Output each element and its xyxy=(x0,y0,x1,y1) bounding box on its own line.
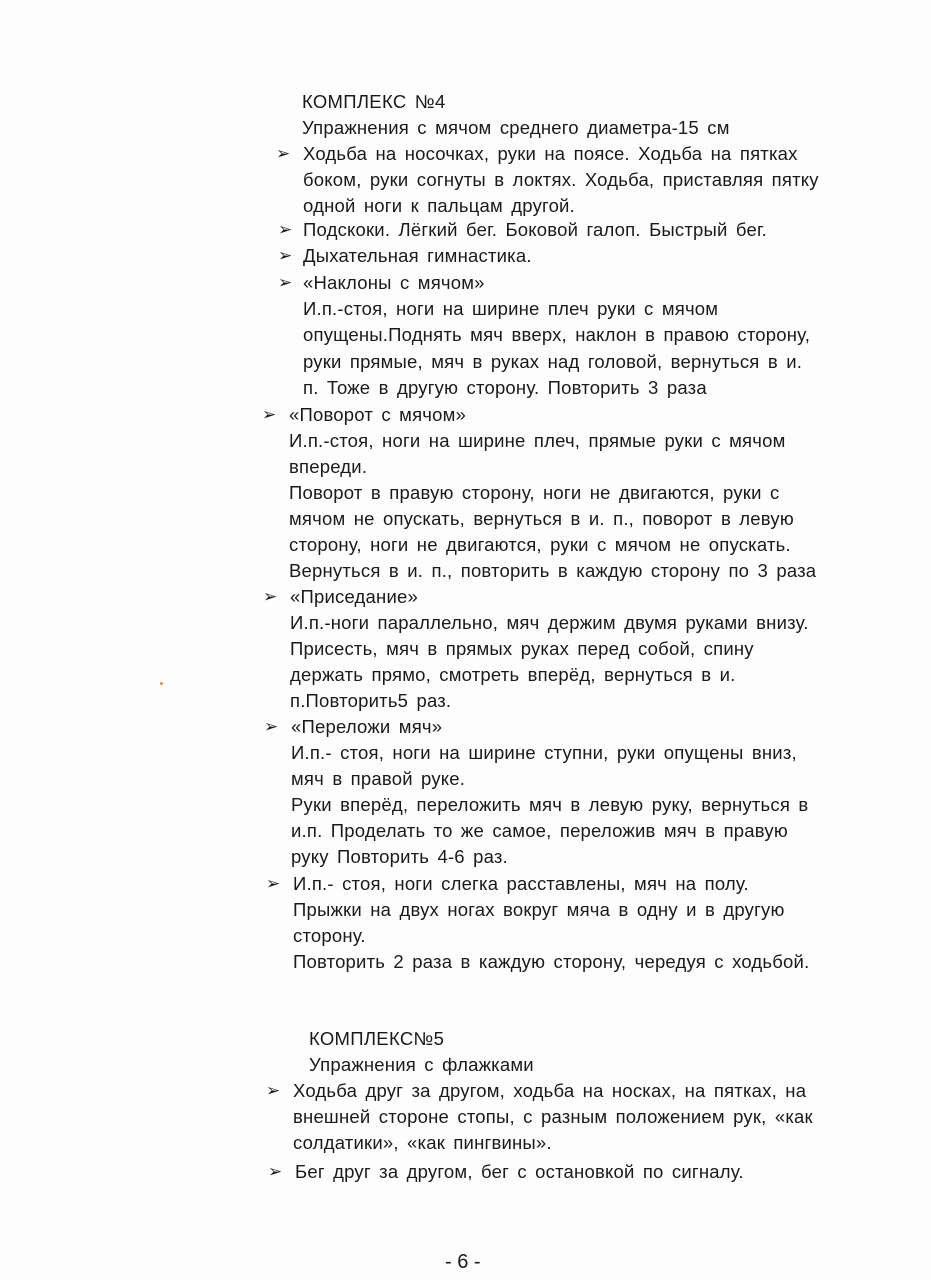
list-item-line: И.п.- стоя, ноги на ширине ступни, руки опущены вниз, xyxy=(291,742,797,763)
list-item-line: п. Тоже в другую сторону. Повторить 3 раза xyxy=(303,377,707,398)
list-item-line: Подскоки. Лёгкий бег. Боковой галоп. Быстрый бег. xyxy=(303,219,767,240)
bullet-arrow-icon: ➢ xyxy=(278,246,293,265)
list-item-line: «Наклоны с мячом» xyxy=(303,272,485,293)
list-item-line: Ходьба на носочках, руки на поясе. Ходьба на пятках xyxy=(303,143,798,164)
bullet-arrow-icon: ➢ xyxy=(276,144,291,163)
list-item-line: Руки вперёд, переложить мяч в левую руку, вернуться в xyxy=(291,794,809,815)
complex4-subtitle: Упражнения с мячом среднего диаметра-15 см xyxy=(302,117,730,138)
page-number: - 6 - xyxy=(445,1251,481,1273)
bullet-arrow-icon: ➢ xyxy=(268,1162,283,1181)
bullet-arrow-icon: ➢ xyxy=(278,273,293,292)
list-item-line: Бег друг за другом, бег с остановкой по сигналу. xyxy=(295,1161,744,1182)
list-item-line: мячом не опускать, вернуться в и. п., поворот в левую xyxy=(289,508,794,529)
bullet-arrow-icon: ➢ xyxy=(264,717,279,736)
list-item-line: внешней стороне стопы, с разным положением рук, «как xyxy=(293,1106,813,1127)
list-item-line: боком, руки согнуты в локтях. Ходьба, приставляя пятку xyxy=(303,169,819,190)
list-item-line: И.п.-стоя, ноги на ширине плеч руки с мячом xyxy=(303,298,719,319)
complex5-subtitle: Упражнения с флажками xyxy=(309,1054,534,1075)
complex4-title: КОМПЛЕКС №4 xyxy=(302,91,446,112)
list-item-line: руки прямые, мяч в руках над головой, вернуться в и. xyxy=(303,351,803,372)
list-item-line: и.п. Проделать то же самое, переложив мяч в правую xyxy=(291,820,788,841)
list-item-line: «Переложи мяч» xyxy=(291,716,443,737)
list-item-line: одной ноги к пальцам другой. xyxy=(303,195,575,216)
list-item-line: сторону. xyxy=(293,925,366,946)
list-item-line: держать прямо, смотреть вперёд, вернуться в и. xyxy=(290,664,736,685)
list-item-line: Вернуться в и. п., повторить в каждую сторону по 3 раза xyxy=(289,560,817,581)
list-item-line: И.п.-стоя, ноги на ширине плеч, прямые руки с мячом xyxy=(289,430,786,451)
bullet-arrow-icon: ➢ xyxy=(278,220,293,239)
list-item-line: Ходьба друг за другом, ходьба на носках, на пятках, на xyxy=(293,1080,807,1101)
list-item-line: «Поворот с мячом» xyxy=(289,404,467,425)
list-item-line: Поворот в правую сторону, ноги не двигаются, руки с xyxy=(289,482,780,503)
list-item-line: «Приседание» xyxy=(290,586,418,607)
list-item-line: п.Повторить5 раз. xyxy=(290,690,452,711)
scan-speck xyxy=(160,682,163,685)
list-item-line: И.п.- стоя, ноги слегка расставлены, мяч на полу. xyxy=(293,873,749,894)
list-item-line: Присесть, мяч в прямых руках перед собой, спину xyxy=(290,638,754,659)
list-item-line: руку Повторить 4-6 раз. xyxy=(291,846,508,867)
list-item-line: Повторить 2 раза в каждую сторону, чередуя с ходьбой. xyxy=(293,951,810,972)
complex5-title: КОМПЛЕКС№5 xyxy=(309,1028,445,1049)
list-item-line: мяч в правой руке. xyxy=(291,768,466,789)
list-item-line: сторону, ноги не двигаются, руки с мячом не опускать. xyxy=(289,534,791,555)
list-item-line: Дыхательная гимнастика. xyxy=(303,245,532,266)
bullet-arrow-icon: ➢ xyxy=(266,874,281,893)
bullet-arrow-icon: ➢ xyxy=(263,587,278,606)
list-item-line: опущены.Поднять мяч вверх, наклон в правою сторону, xyxy=(303,324,811,345)
bullet-arrow-icon: ➢ xyxy=(266,1081,281,1100)
list-item-line: И.п.-ноги параллельно, мяч держим двумя руками внизу. xyxy=(290,612,809,633)
bullet-arrow-icon: ➢ xyxy=(262,405,277,424)
list-item-line: Прыжки на двух ногах вокруг мяча в одну и в другую xyxy=(293,899,785,920)
list-item-line: впереди. xyxy=(289,456,368,477)
list-item-line: солдатики», «как пингвины». xyxy=(293,1132,552,1153)
